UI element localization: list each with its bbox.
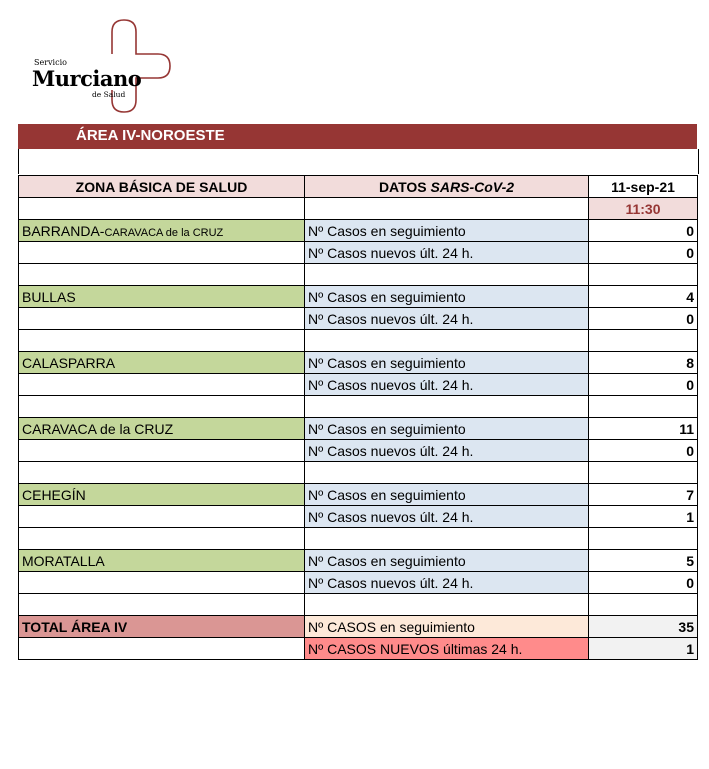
seguimiento-value: 11 bbox=[589, 418, 698, 440]
header-datos: DATOS SARS-CoV-2 bbox=[305, 176, 589, 198]
table-row bbox=[19, 418, 698, 440]
zone-name: CARAVACA de la CRUZ bbox=[19, 418, 305, 440]
covid-data-table bbox=[18, 175, 698, 660]
logo-line-murciano: Murciano bbox=[32, 66, 142, 91]
nuevos-label: Nº Casos nuevos últ. 24 h. bbox=[305, 374, 589, 396]
seguimiento-label: Nº Casos en seguimiento bbox=[305, 352, 589, 374]
total-row bbox=[19, 616, 698, 638]
table-row bbox=[19, 242, 698, 264]
logo-line-servicio: Servicio bbox=[34, 58, 67, 67]
seguimiento-value: 7 bbox=[589, 484, 698, 506]
nuevos-label: Nº Casos nuevos últ. 24 h. bbox=[305, 440, 589, 462]
nuevos-value: 1 bbox=[589, 506, 698, 528]
logo-line-de-salud: de Salud bbox=[92, 90, 126, 99]
seguimiento-value: 4 bbox=[589, 286, 698, 308]
seguimiento-label: Nº Casos en seguimiento bbox=[305, 418, 589, 440]
table-row bbox=[19, 506, 698, 528]
zone-name: MORATALLA bbox=[19, 550, 305, 572]
table-row bbox=[19, 550, 698, 572]
table-header-row bbox=[19, 176, 698, 198]
zone-name: CALASPARRA bbox=[19, 352, 305, 374]
total-seguimiento-label: Nº CASOS en seguimiento bbox=[305, 616, 589, 638]
total-label: TOTAL ÁREA IV bbox=[19, 616, 305, 638]
table-row bbox=[19, 440, 698, 462]
nuevos-value: 0 bbox=[589, 572, 698, 594]
table-row bbox=[19, 572, 698, 594]
seguimiento-label: Nº Casos en seguimiento bbox=[305, 550, 589, 572]
nuevos-value: 0 bbox=[589, 308, 698, 330]
total-nuevos-label: Nº CASOS NUEVOS últimas 24 h. bbox=[305, 638, 589, 660]
total-seguimiento-value: 35 bbox=[589, 616, 698, 638]
seguimiento-value: 0 bbox=[589, 220, 698, 242]
total-row bbox=[19, 638, 698, 660]
header-virus: SARS-CoV-2 bbox=[430, 178, 515, 195]
seguimiento-value: 8 bbox=[589, 352, 698, 374]
area-title: ÁREA IV-NOROESTE bbox=[76, 127, 225, 144]
table-row bbox=[19, 352, 698, 374]
header-date: 11-sep-21 bbox=[589, 176, 698, 198]
nuevos-value: 0 bbox=[589, 440, 698, 462]
area-banner bbox=[18, 124, 697, 149]
table-row bbox=[19, 286, 698, 308]
header-time: 11:30 bbox=[589, 198, 698, 220]
nuevos-label: Nº Casos nuevos últ. 24 h. bbox=[305, 572, 589, 594]
header-zona: ZONA BÁSICA DE SALUD bbox=[19, 176, 305, 198]
nuevos-value: 0 bbox=[589, 242, 698, 264]
seguimiento-label: Nº Casos en seguimiento bbox=[305, 220, 589, 242]
zone-name: BULLAS bbox=[19, 286, 305, 308]
banner-spacer bbox=[18, 149, 699, 174]
nuevos-label: Nº Casos nuevos últ. 24 h. bbox=[305, 308, 589, 330]
seguimiento-label: Nº Casos en seguimiento bbox=[305, 286, 589, 308]
table-row bbox=[19, 308, 698, 330]
zone-name: BARRANDA-CARAVACA de la CRUZ bbox=[19, 220, 305, 242]
time-row bbox=[19, 198, 698, 220]
table-row bbox=[19, 220, 698, 242]
nuevos-label: Nº Casos nuevos últ. 24 h. bbox=[305, 242, 589, 264]
table-row bbox=[19, 374, 698, 396]
nuevos-label: Nº Casos nuevos últ. 24 h. bbox=[305, 506, 589, 528]
seguimiento-label: Nº Casos en seguimiento bbox=[305, 484, 589, 506]
nuevos-value: 0 bbox=[589, 374, 698, 396]
zone-name: CEHEGÍN bbox=[19, 484, 305, 506]
table-row bbox=[19, 484, 698, 506]
servicio-murciano-logo bbox=[20, 14, 180, 124]
seguimiento-value: 5 bbox=[589, 550, 698, 572]
total-nuevos-value: 1 bbox=[589, 638, 698, 660]
